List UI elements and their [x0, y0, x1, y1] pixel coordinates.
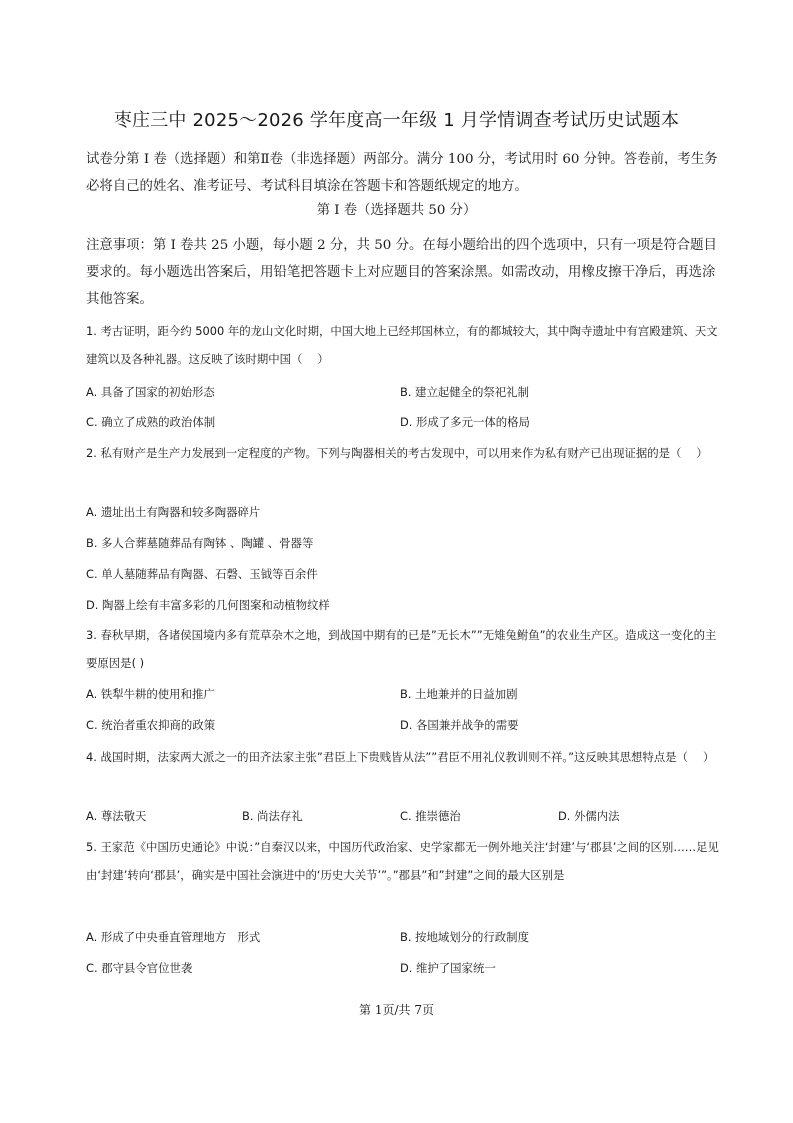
question-3-option-d[interactable]: D. 各国兼并战争的需要 [400, 718, 519, 732]
question-5-options-row-2 [86, 956, 726, 980]
question-5-option-a[interactable]: A. 形成了中央垂直管理地方 形式 [86, 930, 261, 944]
question-1-options-row-1 [86, 380, 726, 404]
question-4-option-a[interactable]: A. 尊法敬天 [86, 809, 147, 823]
question-1-options-row-2 [86, 410, 726, 434]
question-2-stem: 2. 私有财产是生产力发展到一定程度的产物。下列与陶器相关的考古发现中，可以用来作为私有财产已出现证据的是（ ） [86, 446, 708, 460]
exam-title: 枣庄三中 2025～2026 学年度高一年级 1 月学情调查考试历史试题本 [113, 110, 680, 131]
question-1-stem: 1. 考古证明，距今约 5000 年的龙山文化时期，中国大地上已经邦国林立，有的都城较大，其中陶寺遗址中有宫殿建筑、天文建筑以及各种礼器。这反映了该时期中国（ ） [86, 324, 718, 366]
question-5-option-c[interactable]: C. 郡守县令官位世袭 [86, 961, 193, 975]
question-3-stem: 3. 春秋早期，各诸侯国境内多有荒草杂木之地，到战国中期有的已是”无长木””无雉兔鲋鱼”的农业生产区。造成这一变化的主要原因是( ) [86, 628, 717, 670]
question-5-stem: 5. 王家范《中国历史通论》中说：”自秦汉以来，中国历代政治家、史学家都无一例外地关注‘封建’与‘郡县’之间的区别……足见由‘封建’转向‘郡县’，确实是中国社会演进中的‘历史大关节’”。”郡县”和”封建”之间的最大区别是 [86, 840, 719, 882]
question-2-option-a[interactable]: A. 遗址出土有陶器和较多陶器碎片 [86, 505, 261, 519]
question-1-option-d[interactable]: D. 形成了多元一体的格局 [400, 415, 530, 429]
question-3-option-a[interactable]: A. 铁犁牛耕的使用和推广 [86, 687, 215, 701]
question-5-option-b[interactable]: B. 按地域划分的行政制度 [400, 930, 529, 944]
question-1-option-a[interactable]: A. 具备了国家的初始形态 [86, 385, 215, 399]
question-2-option-d[interactable]: D. 陶器上绘有丰富多彩的几何图案和动植物纹样 [86, 598, 330, 612]
question-3-option-c[interactable]: C. 统治者重农抑商的政策 [86, 718, 216, 732]
question-4-option-c[interactable]: C. 推崇德治 [400, 809, 461, 823]
question-2-option-b[interactable]: B. 多人合葬墓随葬品有陶钵 、陶罐 、骨器等 [86, 536, 314, 550]
page-number-footer: 第 1页/共 7页 [359, 1003, 434, 1017]
question-4-stem: 4. 战国时期，法家两大派之一的田齐法家主张”君臣上下贵贱皆从法””君臣不用礼仪教训则不祥。”这反映其思想特点是（ ） [86, 750, 715, 764]
exam-instructions: 试卷分第 I 卷（选择题）和第Ⅱ卷（非选择题）两部分。满分 100 分，考试用时 60 分钟。答卷前，考生务必将自己的姓名、准考证号、考试科目填涂在答题卡和答题纸规定的地方。 [86, 152, 718, 194]
section-title: 第 I 卷（选择题共 50 分） [316, 203, 477, 218]
question-3-options-row-1 [86, 682, 726, 706]
question-1-option-c[interactable]: C. 确立了成熟的政治体制 [86, 415, 216, 429]
question-5-option-d[interactable]: D. 维护了国家统一 [400, 961, 496, 975]
question-1-option-b[interactable]: B. 建立起健全的祭祀礼制 [400, 385, 529, 399]
notice-paragraph: 注意事项：第 I 卷共 25 小题，每小题 2 分，共 50 分。在每小题给出的四个选项中，只有一项是符合题目要求的。每小题选出答案后，用铅笔把答题卡上对应题目的答案涂黑。如需改动，用橡皮擦干净后，再选涂其他答案。 [86, 238, 717, 307]
question-3-option-b[interactable]: B. 土地兼并的日益加剧 [400, 687, 518, 701]
question-4-options-row [86, 804, 726, 828]
question-2-option-c[interactable]: C. 单人墓随葬品有陶器、石磬、玉钺等百余件 [86, 567, 318, 581]
question-4-option-d[interactable]: D. 外儒内法 [558, 809, 620, 823]
question-4-option-b[interactable]: B. 尚法存礼 [242, 809, 303, 823]
question-5-options-row-1 [86, 925, 726, 949]
question-3-options-row-2 [86, 713, 726, 737]
